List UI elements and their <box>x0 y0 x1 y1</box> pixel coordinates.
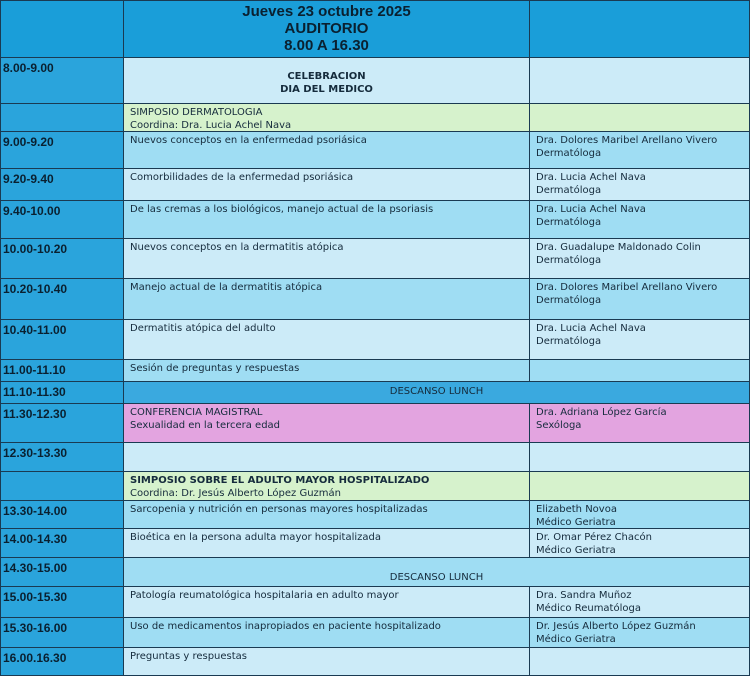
table-row <box>0 558 750 587</box>
table-row <box>0 132 750 169</box>
table-row <box>0 382 750 404</box>
break-label: DESCANSO LUNCH <box>389 572 484 583</box>
header-venue: AUDITORIO <box>284 20 369 37</box>
speaker-role: Sexóloga <box>536 420 582 431</box>
table-row <box>0 239 750 279</box>
talk-title: Patología reumatológica hospitalaria en adulto mayor <box>130 590 399 601</box>
table-row <box>0 443 750 472</box>
speaker-name: Dra. Lucia Achel Nava <box>536 204 646 215</box>
symposium-coordinator: Coordina: Dra. Lucia Achel Nava <box>130 120 292 131</box>
speaker-role: Dermatóloga <box>536 148 602 159</box>
event-title: CELEBRACION <box>287 71 366 82</box>
talk-title: Nuevos conceptos en la enfermedad psoriásica <box>130 135 367 146</box>
speaker-role: Dermatóloga <box>536 336 602 347</box>
speaker-name: Dra. Adriana López García <box>536 407 667 418</box>
speaker-name: Dra. Guadalupe Maldonado Colin <box>536 242 701 253</box>
table-row <box>0 279 750 320</box>
speaker-name: Elizabeth Novoa <box>536 504 617 515</box>
time-slot: 10.40-11.00 <box>3 323 67 337</box>
time-slot: 11.10-11.30 <box>3 385 66 399</box>
table-row <box>0 320 750 360</box>
speaker-name: Dra. Dolores Maribel Arellano Vivero <box>536 282 718 293</box>
time-slot: 12.30-13.30 <box>3 446 68 460</box>
speaker-role: Dermatóloga <box>536 295 602 306</box>
header-time-cell <box>0 1 124 58</box>
speaker-role: Médico Geriatra <box>536 634 616 645</box>
table-row <box>0 472 750 501</box>
speaker-name: Dra. Lucia Achel Nava <box>536 323 646 334</box>
conference-topic: Sexualidad en la tercera edad <box>130 420 281 431</box>
event-subtitle: DIA DEL MEDICO <box>280 84 373 95</box>
time-slot: 16.00.16.30 <box>3 651 67 665</box>
speaker-role: Dermatóloga <box>536 255 602 266</box>
symposium-title: SIMPOSIO SOBRE EL ADULTO MAYOR HOSPITALIZADO <box>130 475 430 486</box>
time-slot: 15.30-16.00 <box>3 621 68 635</box>
header-date: Jueves 23 octubre 2025 <box>242 3 411 20</box>
table-row <box>0 58 750 104</box>
time-slot <box>1 104 123 107</box>
talk-title: Bioética en la persona adulta mayor hospitalizada <box>130 532 382 543</box>
header-title-cell <box>124 1 530 58</box>
table-row <box>0 501 750 529</box>
talk-title: Manejo actual de la dermatitis atópica <box>130 282 323 293</box>
talk-title: Nuevos conceptos en la dermatitis atópica <box>130 242 344 253</box>
time-slot: 15.00-15.30 <box>3 590 68 604</box>
time-slot: 9.20-9.40 <box>3 172 54 186</box>
speaker-name: Dr. Jesús Alberto López Guzmán <box>536 621 696 632</box>
speaker-name: Dra. Lucia Achel Nava <box>536 172 646 183</box>
table-row <box>0 201 750 239</box>
table-row <box>0 104 750 132</box>
time-slot: 14.00-14.30 <box>3 532 68 546</box>
talk-title: Sesión de preguntas y respuestas <box>130 363 300 374</box>
break-label: DESCANSO LUNCH <box>389 386 484 397</box>
table-row <box>0 587 750 618</box>
symposium-coordinator: Coordina: Dr. Jesús Alberto López Guzmán <box>130 488 342 499</box>
speaker-role: Médico Geriatra <box>536 517 616 528</box>
table-row <box>0 648 750 676</box>
header-hours: 8.00 A 16.30 <box>284 37 369 54</box>
speaker-role: Dermatóloga <box>536 185 602 196</box>
talk-title: De las cremas a los biológicos, manejo actual de la psoriasis <box>130 204 434 215</box>
table-row <box>0 618 750 648</box>
talk-title: Comorbilidades de la enfermedad psoriásica <box>130 172 354 183</box>
speaker-name: Dra. Sandra Muñoz <box>536 590 632 601</box>
time-slot: 9.00-9.20 <box>3 135 54 149</box>
table-row <box>0 360 750 382</box>
speaker-name: Dra. Dolores Maribel Arellano Vivero <box>536 135 718 146</box>
speaker-role: Dermatóloga <box>536 217 602 228</box>
symposium-title: SIMPOSIO DERMATOLOGIA <box>130 107 263 118</box>
time-slot: 13.30-14.00 <box>3 504 68 518</box>
time-slot: 8.00-9.00 <box>3 61 54 75</box>
time-slot <box>1 472 123 475</box>
time-slot: 11.30-12.30 <box>3 407 67 421</box>
conference-title: CONFERENCIA MAGISTRAL <box>130 407 263 418</box>
table-row <box>0 169 750 201</box>
time-slot: 9.40-10.00 <box>3 204 61 218</box>
time-slot: 11.00-11.10 <box>3 363 66 377</box>
talk-title: Preguntas y respuestas <box>130 651 248 662</box>
speaker-role: Médico Geriatra <box>536 545 616 556</box>
header-right-cell <box>530 1 750 58</box>
talk-title: Uso de medicamentos inapropiados en paciente hospitalizado <box>130 621 441 632</box>
speaker-name: Dr. Omar Pérez Chacón <box>536 532 652 543</box>
header-row <box>0 0 750 58</box>
talk-title: Sarcopenia y nutrición en personas mayores hospitalizadas <box>130 504 428 515</box>
speaker-role: Médico Reumatóloga <box>536 603 641 614</box>
time-slot: 10.20-10.40 <box>3 282 68 296</box>
table-row <box>0 529 750 558</box>
time-slot: 14.30-15.00 <box>3 561 68 575</box>
table-row <box>0 404 750 443</box>
talk-title: Dermatitis atópica del adulto <box>130 323 276 334</box>
time-slot: 10.00-10.20 <box>3 242 68 256</box>
